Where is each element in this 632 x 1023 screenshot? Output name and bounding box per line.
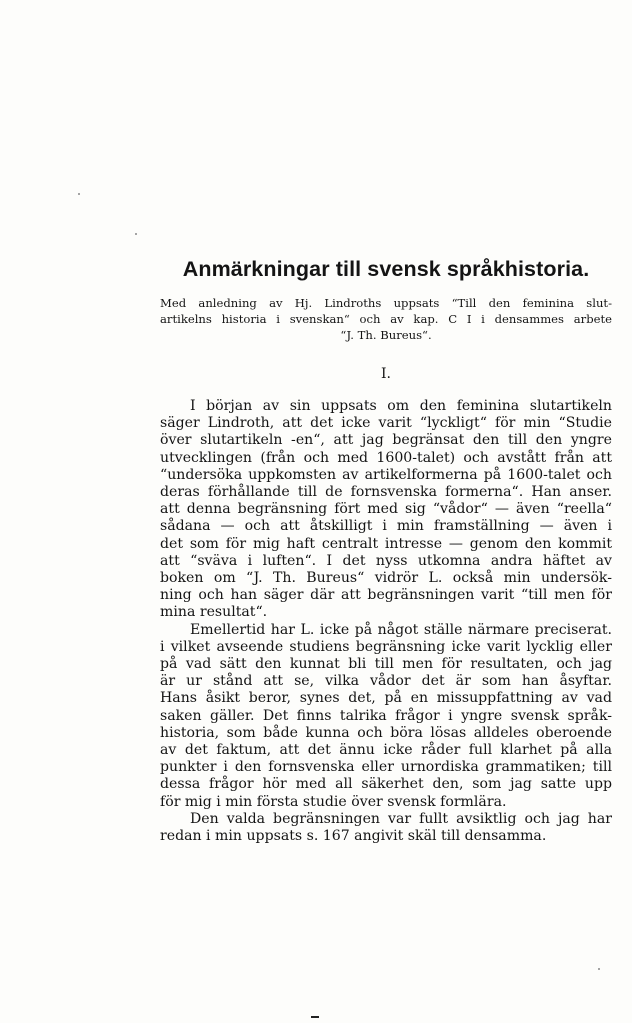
body-line: att “sväva i luften“. I det nyss utkomna andra häftet av <box>160 552 612 569</box>
body-line: I början av sin uppsats om den feminina slutartikeln <box>190 398 612 414</box>
body-text <box>160 398 612 845</box>
body-line: att denna begränsning fört med sig “vådor“ — även “reella“ <box>160 501 612 518</box>
body-line: på vad sätt den kunnat bli till men för resultaten, och jag <box>160 656 612 673</box>
body-line: punkter i den fornsvenska eller urnordiska grammatiken; till <box>160 759 612 776</box>
page-title: Anmärkningar till svensk språkhistoria. <box>182 257 590 281</box>
body-line: ning och han säger där att begränsningen varit “till men för <box>160 587 612 604</box>
intro-note <box>160 295 612 343</box>
body-line: för mig i min första studie över svensk formlära. <box>160 793 507 810</box>
body-line: är ur stånd att se, vilka vådor det är som han åsyftar. <box>160 673 612 690</box>
body-line: säger Lindroth, att det icke varit “lyckligt“ för min “Studie <box>160 415 612 432</box>
intro-line: artikelns historia i svenskan“ och av kap. C I i densammes arbete <box>160 312 612 326</box>
body-line: mina resultat“. <box>160 604 268 621</box>
paper-speck <box>598 968 600 970</box>
body-line: Hans åsikt beror, synes det, på en missuppfattning av vad <box>160 690 612 707</box>
body-line: det som för mig haft centralt intresse — genom den kommit <box>160 535 612 552</box>
body-line: Den valda begränsningen var fullt avsiktlig och jag har <box>190 810 612 827</box>
section-numeral: I. <box>381 366 391 382</box>
body-line: deras förhållande till de fornsvenska formerna“. Han anser. <box>160 484 612 501</box>
body-line: “undersöka uppkomsten av artikelformerna på 1600-talet och <box>160 466 612 483</box>
body-line: Emellertid har L. icke på något ställe närmare preciserat. <box>190 621 612 638</box>
body-line: saken gäller. Det finns talrika frågor i yngre svensk språk- <box>160 707 612 724</box>
intro-line: “J. Th. Bureus“. <box>340 328 432 342</box>
body-line: historia, som både kunna och böra lösas alldeles oberoende <box>160 724 612 741</box>
body-line: av det faktum, att det ännu icke råder full klarhet på alla <box>160 742 612 759</box>
body-line: boken om “J. Th. Bureus“ vidrör L. också min undersök- <box>160 570 612 587</box>
intro-line: Med anledning av Hj. Lindroths uppsats “Till den feminina slut- <box>160 296 612 310</box>
body-line: redan i min uppsats s. 167 angivit skäl till densamma. <box>160 828 547 845</box>
body-line: sådana — och att åtskilligt i min framställning — även i <box>160 518 612 535</box>
paper-speck <box>78 193 80 195</box>
paper-speck <box>135 233 137 235</box>
body-line: i vilket avseende studiens begränsning icke varit lycklig eller <box>160 638 612 655</box>
body-line: utvecklingen (från och med 1600-talet) och avstått från att <box>160 449 612 466</box>
body-line: över slutartikeln -en“, att jag begränsat den till den yngre <box>160 432 612 449</box>
body-line: dessa frågor hör med all säkerhet den, som jag satte upp <box>160 776 612 793</box>
bottom-dash-mark <box>311 1016 319 1018</box>
